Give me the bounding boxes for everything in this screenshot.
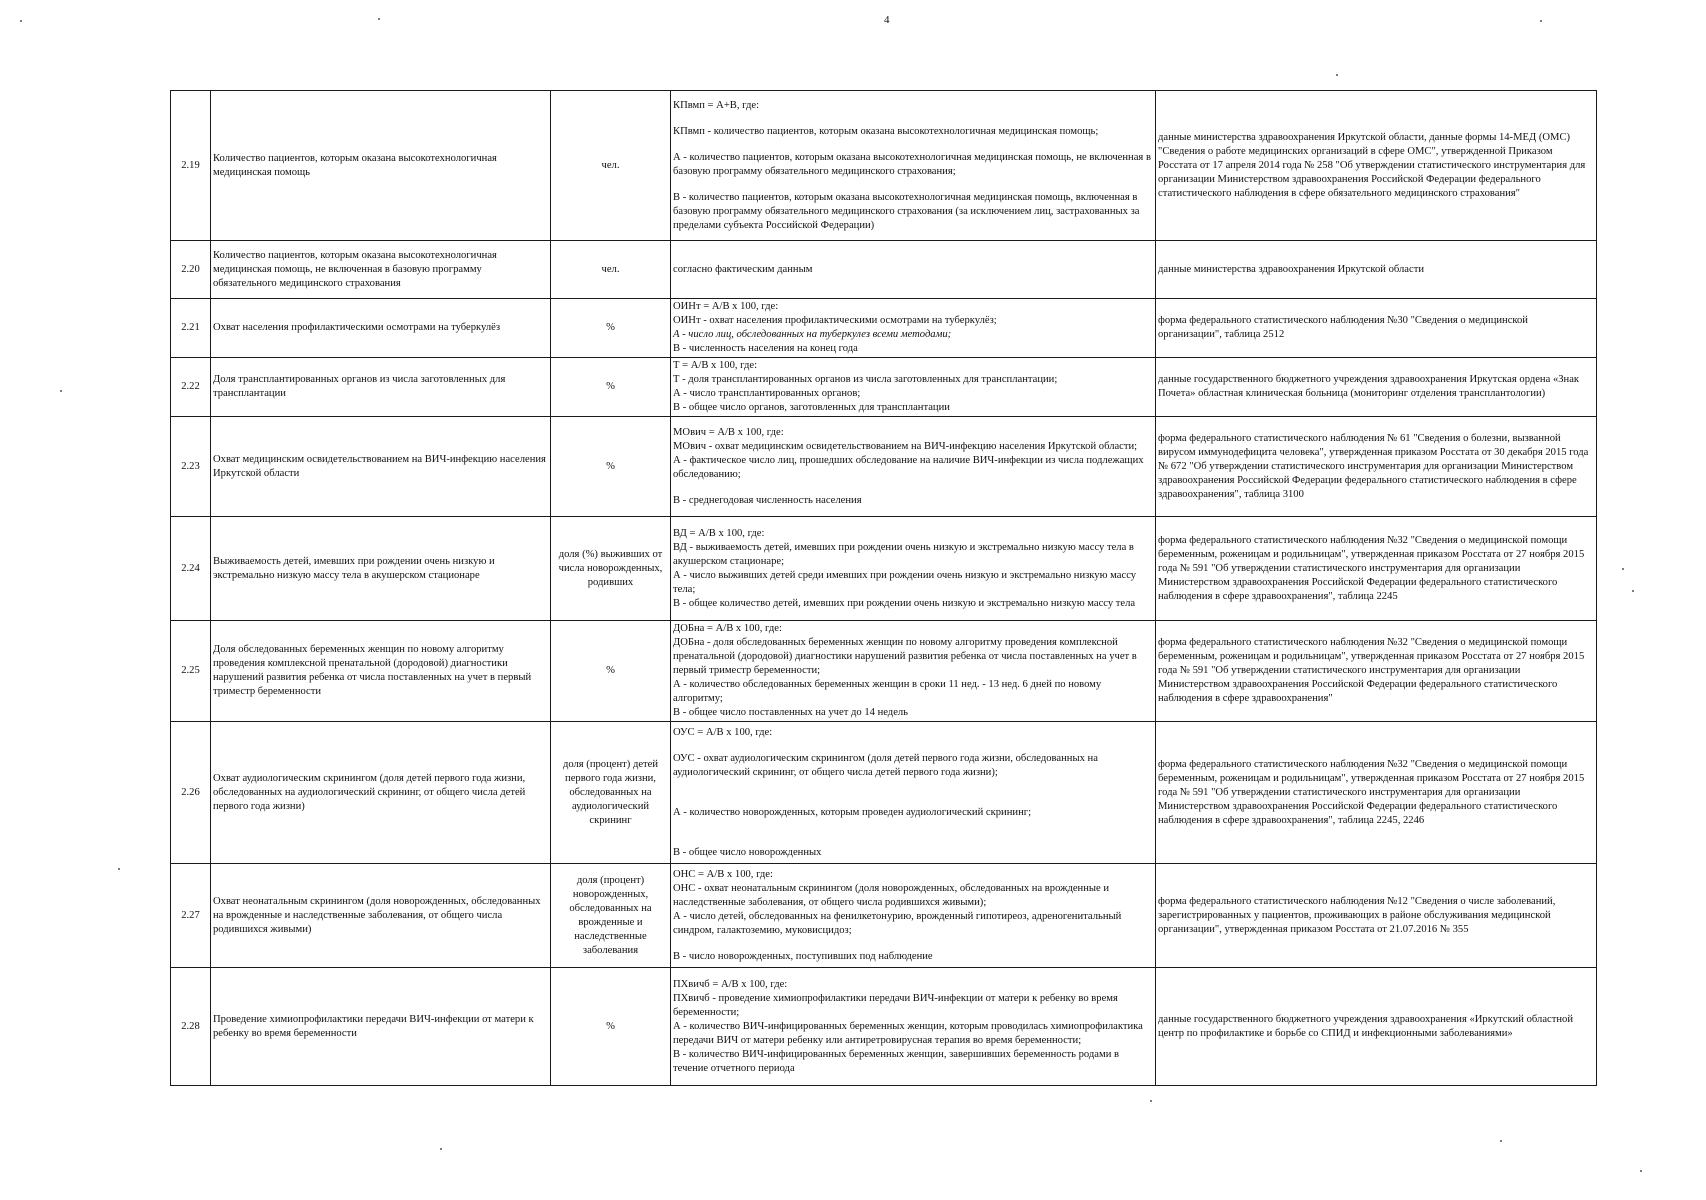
calculation-method [671,722,1156,864]
method-line: В - численность населения на конец года [673,343,858,354]
method-line: ОИНт = А/В x 100, где: [673,301,779,312]
table-row [171,517,1597,621]
method-line: В - общее количество детей, имевших при рождении очень низкую и экстремально низкую массу тела [673,597,1136,609]
data-source: данные государственного бюджетного учреждения здравоохранения «Иркутский областной центр по профилактике и борьбе со СПИД и инфекционными заболеваниями» [1156,968,1597,1086]
method-line: ОНС = А/В x 100, где: [673,868,773,880]
indicator-name: Количество пациентов, которым оказана высокотехнологичная медицинская помощь, не включенная в базовую программу обязательного медицинского страхования [211,241,551,299]
data-source: форма федерального статистического наблюдения №32 "Сведения о медицинской помощи беременным, роженицам и родильницам", утвержденная приказом Росстата от 27 ноября 2015 года № 591 "Об утверждении статистического инструментария для организации Министерством здравоохранения Российской Федерации федерального статистического наблюдения в сфере здравоохранения", таблица 2245 [1156,517,1597,621]
method-line: В - общее число новорожденных [673,846,822,858]
method-line: МОвич = А/В x 100, где: [673,426,784,438]
row-number: 2.21 [171,299,211,358]
method-line: В - среднегодовая численность населения [673,494,862,506]
method-line: КПвмп = А+В, где: [673,99,760,111]
indicator-name: Количество пациентов, которым оказана высокотехнологичная медицинская помощь [211,91,551,241]
calculation-method [671,91,1156,241]
data-source: форма федерального статистического наблюдения № 61 "Сведения о болезни, вызванной вирусом иммунодефицита человека", утвержденная приказом Росстата от 30 декабря 2015 года № 672 "Об утверждении статистического инструментария для организации Министерством здравоохранения Российской Федерации федерального статистического наблюдения в сфере здравоохранения", таблица 3100 [1156,417,1597,517]
unit-of-measure: % [551,358,671,417]
method-line: ВД - выживаемость детей, имевших при рождении очень низкую и экстремально низкую массу тела в акушерском стационаре; [673,541,1134,567]
method-line: ВД = А/В x 100, где: [673,527,765,539]
unit-of-measure: доля (%) выживших от числа новорожденных, родивших [551,517,671,621]
method-line: А - число лиц, обследованных на туберкулез всеми методами; [673,329,952,340]
table-row [171,722,1597,864]
method-line: В - число новорожденных, поступивших под наблюдение [673,950,933,962]
method-line: А - фактическое число лиц, прошедших обследование на наличие ВИЧ-инфекции из числа подлежащих обследованию; [673,454,1144,480]
calculation-method [671,358,1156,417]
indicator-name: Охват населения профилактическими осмотрами на туберкулёз [211,299,551,358]
unit-of-measure: доля (процент) новорожденных, обследованных на врожденные и наследственные заболевания [551,864,671,968]
calculation-method [671,864,1156,968]
data-source: форма федерального статистического наблюдения №30 "Сведения о медицинской организации", таблица 2512 [1156,299,1597,358]
calculation-method [671,968,1156,1086]
row-number: 2.20 [171,241,211,299]
method-line: В - количество пациентов, которым оказана высокотехнологичная медицинская помощь, включенная в базовую программу обязательного медицинского страхования (за исключением лиц, застрахованных за пределами субъекта Российской Федерации) [673,191,1140,231]
method-line: согласно фактическим данным [673,263,813,275]
method-line: А - количество обследованных беременных женщин в сроки 11 нед. - 13 нед. 6 дней по новому алгоритму; [673,679,1102,704]
calculation-method [671,241,1156,299]
table-row [171,91,1597,241]
indicator-name: Проведение химиопрофилактики передачи ВИЧ-инфекции от матери к ребенку во время беременности [211,968,551,1086]
unit-of-measure: чел. [551,241,671,299]
page-number: 4 [884,14,890,26]
method-line: ПХвичб - проведение химиопрофилактики передачи ВИЧ-инфекции от матери к ребенку во время беременности; [673,992,1118,1018]
method-line: ОУС = А/В x 100, где: [673,726,773,738]
data-source: данные министерства здравоохранения Иркутской области [1156,241,1597,299]
row-number: 2.23 [171,417,211,517]
unit-of-measure: % [551,968,671,1086]
unit-of-measure: % [551,299,671,358]
data-source: форма федерального статистического наблюдения №32 "Сведения о медицинской помощи беременным, роженицам и родильницам", утвержденная приказом Росстата от 27 ноября 2015 года № 591 "Об утверждении статистического инструментария для организации Министерством здравоохранения Российской Федерации федерального статистического наблюдения в сфере здравоохранения" [1156,621,1597,722]
method-line: ДОБна = А/В x 100, где: [673,623,782,634]
data-source: данные государственного бюджетного учреждения здравоохранения Иркутская ордена «Знак Почета» областная клиническая больница (мониторинг отделения трансплантологии) [1156,358,1597,417]
data-source: форма федерального статистического наблюдения №32 "Сведения о медицинской помощи беременным, роженицам и родильницам", утвержденная приказом Росстата от 27 ноября 2015 года № 591 "Об утверждении статистического инструментария для организации Министерством здравоохранения Российской Федерации федерального статистического наблюдения в сфере здравоохранения", таблица 2245, 2246 [1156,722,1597,864]
indicator-name: Охват неонатальным скринингом (доля новорожденных, обследованных на врожденные и наследственные заболевания, от общего числа родившихся живыми) [211,864,551,968]
method-line: Т - доля трансплантированных органов из числа заготовленных для трансплантации; [673,374,1058,385]
indicator-name: Охват медицинским освидетельствованием на ВИЧ-инфекцию населения Иркутской области [211,417,551,517]
method-line: А - число детей, обследованных на фенилкетонурию, врожденный гипотиреоз, адреногенитальный синдром, галактоземию, муковисцидоз; [673,910,1122,936]
row-number: 2.27 [171,864,211,968]
row-number: 2.22 [171,358,211,417]
indicator-name: Охват аудиологическим скринингом (доля детей первого года жизни, обследованных на аудиологический скрининг, от общего числа детей первого года жизни) [211,722,551,864]
unit-of-measure: % [551,621,671,722]
table-row [171,299,1597,358]
table-row [171,417,1597,517]
table-row [171,241,1597,299]
calculation-method [671,417,1156,517]
method-line: В - общее число органов, заготовленных для трансплантации [673,402,950,413]
indicator-name: Доля обследованных беременных женщин по новому алгоритму проведения комплексной пренатальной (дородовой) диагностики нарушений развития ребенка от числа поставленных на учет в первый триместр беременности [211,621,551,722]
method-line: КПвмп - количество пациентов, которым оказана высокотехнологичная медицинская помощь; [673,125,1099,137]
calculation-method [671,621,1156,722]
table-row [171,864,1597,968]
row-number: 2.24 [171,517,211,621]
indicators-table [170,90,1597,1086]
indicator-name: Выживаемость детей, имевших при рождении очень низкую и экстремально низкую массу тела в акушерском стационаре [211,517,551,621]
calculation-method [671,299,1156,358]
method-line: А - число трансплантированных органов; [673,388,861,399]
method-line: А - количество новорожденных, которым проведен аудиологический скрининг; [673,806,1032,818]
method-line: В - общее число поставленных на учет до 14 недель [673,707,909,718]
method-line: А - количество ВИЧ-инфицированных беременных женщин, которым проводилась химиопрофилактика передачи ВИЧ от матери ребенку или антиретровирусная терапия во время беременности; [673,1020,1143,1046]
method-line: ОНС - охват неонатальным скринингом (доля новорожденных, обследованных на врожденные и наследственные заболевания, от общего числа родившихся живыми); [673,882,1110,908]
unit-of-measure: чел. [551,91,671,241]
row-number: 2.19 [171,91,211,241]
method-line: В - количество ВИЧ-инфицированных беременных женщин, завершивших беременность родами в течение отчетного периода [673,1048,1120,1074]
method-line: ОИНт - охват населения профилактическими осмотрами на туберкулёз; [673,315,997,326]
method-line: МОвич - охват медицинским освидетельствованием на ВИЧ-инфекцию населения Иркутской области; [673,440,1138,452]
unit-of-measure: % [551,417,671,517]
data-source: форма федерального статистического наблюдения №12 "Сведения о числе заболеваний, зарегистрированных у пациентов, проживающих в районе обслуживания медицинской организации", утвержденная приказом Росстата от 21.07.2016 № 355 [1156,864,1597,968]
table-row [171,358,1597,417]
unit-of-measure: доля (процент) детей первого года жизни, обследованных на аудиологический скрининг [551,722,671,864]
method-line: А - количество пациентов, которым оказана высокотехнологичная медицинская помощь, не включенная в базовую программу обязательного медицинского страхования; [673,151,1151,177]
method-line: ОУС - охват аудиологическим скринингом (доля детей первого года жизни, обследованных на аудиологический скрининг, от общего числа детей первого года жизни); [673,752,1098,778]
method-line: Т = А/В x 100, где: [673,360,758,371]
table-row [171,621,1597,722]
method-line: А - число выживших детей среди имевших при рождении очень низкую и экстремально низкую массу тела; [673,569,1137,595]
table-row [171,968,1597,1086]
data-source: данные министерства здравоохранения Иркутской области, данные формы 14-МЕД (ОМС) "Сведения о работе медицинских организаций в сфере ОМС", утвержденной Приказом Росстата от 17 апреля 2014 года № 258 "Об утверждении статистического инструментария для организации Министерством здравоохранения Российской Федерации федерального статистического наблюдения в сфере обязательного медицинского страхования" [1156,91,1597,241]
calculation-method [671,517,1156,621]
row-number: 2.26 [171,722,211,864]
row-number: 2.28 [171,968,211,1086]
row-number: 2.25 [171,621,211,722]
indicator-name: Доля трансплантированных органов из числа заготовленных для трансплантации [211,358,551,417]
method-line: ПХвичб = А/В x 100, где: [673,978,788,990]
method-line: ДОБна - доля обследованных беременных женщин по новому алгоритму проведения комплексной пренатальной (дородовой) диагностики нарушений развития ребенка от числа поставленных на учет в первый триместр беременности; [673,637,1137,676]
